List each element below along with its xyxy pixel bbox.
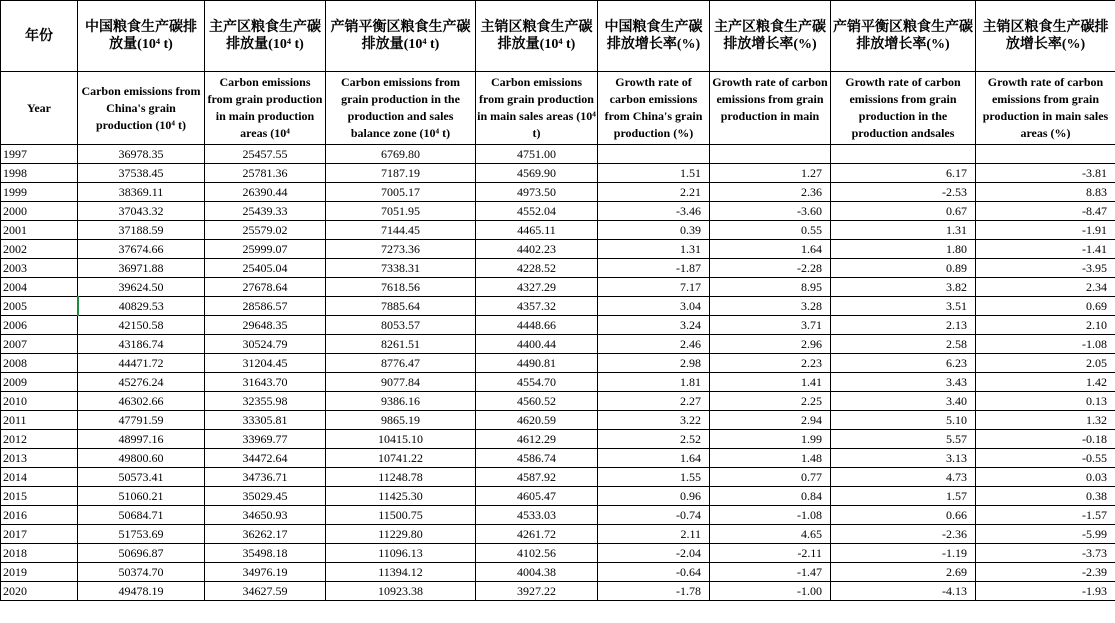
cell-main-sales[interactable]: 4004.38 <box>476 563 598 582</box>
cell-main-production[interactable]: 34472.64 <box>205 449 326 468</box>
cell-balance-zone[interactable]: 8261.51 <box>326 335 476 354</box>
header-en-balance-zone[interactable]: Carbon emissions from grain production in the production and sales balance zone (10⁴ t) <box>326 72 476 145</box>
table-row <box>1 145 1115 164</box>
table-row <box>1 411 1115 430</box>
cell-china-growth[interactable]: -2.04 <box>598 544 710 563</box>
table-row <box>1 164 1115 183</box>
cell-balance-zone[interactable]: 7051.95 <box>326 202 476 221</box>
cell-main-sales-growth[interactable] <box>976 145 1115 164</box>
cell-china-growth[interactable]: 1.64 <box>598 449 710 468</box>
cell-balance-zone-growth[interactable]: -2.36 <box>831 525 976 544</box>
cell-china-growth[interactable]: 3.24 <box>598 316 710 335</box>
cell-china-growth[interactable] <box>598 145 710 164</box>
cell-balance-zone-growth[interactable]: 3.40 <box>831 392 976 411</box>
cell-main-production-growth[interactable]: 2.96 <box>710 335 831 354</box>
cell-china-growth[interactable]: 3.22 <box>598 411 710 430</box>
cell-main-production[interactable]: 33305.81 <box>205 411 326 430</box>
header-cn-year[interactable]: 年份 <box>1 1 78 72</box>
cell-main-sales-growth[interactable]: -3.73 <box>976 544 1115 563</box>
header-cn-china-emissions[interactable]: 中国粮食生产碳排放量(10⁴ t) <box>78 1 205 72</box>
cell-year[interactable]: 2017 <box>1 525 78 544</box>
cell-china-growth[interactable]: 2.11 <box>598 525 710 544</box>
cell-main-production[interactable]: 25781.36 <box>205 164 326 183</box>
cell-main-production-growth[interactable]: 1.99 <box>710 430 831 449</box>
cell-main-sales[interactable]: 4228.52 <box>476 259 598 278</box>
cell-balance-zone[interactable]: 7005.17 <box>326 183 476 202</box>
cell-main-production[interactable]: 27678.64 <box>205 278 326 297</box>
header-cn-balance-zone-growth[interactable]: 产销平衡区粮食生产碳排放增长率(%) <box>831 1 976 72</box>
cell-main-sales[interactable]: 4612.29 <box>476 430 598 449</box>
cell-year[interactable]: 2010 <box>1 392 78 411</box>
cell-balance-zone[interactable]: 7273.36 <box>326 240 476 259</box>
cell-main-production-growth[interactable]: 1.64 <box>710 240 831 259</box>
table-row <box>1 563 1115 582</box>
cell-main-production[interactable]: 35498.18 <box>205 544 326 563</box>
header-en-main-production[interactable]: Carbon emissions from grain production in main production areas (10⁴ <box>205 72 326 145</box>
cell-main-sales-growth[interactable]: -2.39 <box>976 563 1115 582</box>
cell-balance-zone[interactable]: 8776.47 <box>326 354 476 373</box>
cell-balance-zone-growth[interactable]: 3.51 <box>831 297 976 316</box>
cell-main-sales[interactable]: 4402.23 <box>476 240 598 259</box>
cell-balance-zone-growth[interactable]: 6.17 <box>831 164 976 183</box>
table-row <box>1 221 1115 240</box>
cell-main-production[interactable]: 34650.93 <box>205 506 326 525</box>
cell-main-production-growth[interactable]: 8.95 <box>710 278 831 297</box>
table-row <box>1 525 1115 544</box>
cell-main-production-growth[interactable] <box>710 145 831 164</box>
cell-main-sales-growth[interactable]: 0.38 <box>976 487 1115 506</box>
cell-balance-zone-growth[interactable]: -2.53 <box>831 183 976 202</box>
cell-china-growth[interactable]: 7.17 <box>598 278 710 297</box>
cell-year[interactable]: 2013 <box>1 449 78 468</box>
cell-main-sales-growth[interactable]: 0.03 <box>976 468 1115 487</box>
cell-main-sales-growth[interactable]: -1.91 <box>976 221 1115 240</box>
cell-china-emissions[interactable]: 49478.19 <box>78 582 205 601</box>
cell-china-emissions[interactable]: 50696.87 <box>78 544 205 563</box>
cell-china-emissions[interactable]: 38369.11 <box>78 183 205 202</box>
cell-main-sales[interactable]: 4554.70 <box>476 373 598 392</box>
cell-main-production[interactable]: 30524.79 <box>205 335 326 354</box>
cell-main-production-growth[interactable]: 0.84 <box>710 487 831 506</box>
cell-main-sales[interactable]: 4586.74 <box>476 449 598 468</box>
cell-main-sales[interactable]: 4400.44 <box>476 335 598 354</box>
cell-china-growth[interactable]: 1.81 <box>598 373 710 392</box>
cell-balance-zone[interactable]: 11096.13 <box>326 544 476 563</box>
cell-main-sales[interactable]: 4327.29 <box>476 278 598 297</box>
cell-china-growth[interactable]: 0.39 <box>598 221 710 240</box>
cell-china-emissions[interactable]: 37674.66 <box>78 240 205 259</box>
cell-year[interactable]: 2005 <box>1 297 78 316</box>
cell-balance-zone[interactable]: 7144.45 <box>326 221 476 240</box>
cell-main-sales-growth[interactable]: -1.08 <box>976 335 1115 354</box>
table-row <box>1 449 1115 468</box>
cell-main-production[interactable]: 32355.98 <box>205 392 326 411</box>
cell-main-production-growth[interactable]: -1.08 <box>710 506 831 525</box>
cell-china-emissions[interactable]: 42150.58 <box>78 316 205 335</box>
cell-year[interactable]: 1997 <box>1 145 78 164</box>
table-body <box>1 1 1115 601</box>
cell-china-emissions[interactable]: 43186.74 <box>78 335 205 354</box>
table-row <box>1 240 1115 259</box>
table-row <box>1 297 1115 316</box>
cell-balance-zone[interactable]: 9865.19 <box>326 411 476 430</box>
cell-main-production[interactable]: 34976.19 <box>205 563 326 582</box>
table-row <box>1 468 1115 487</box>
cell-balance-zone-growth[interactable]: 1.31 <box>831 221 976 240</box>
cell-main-production-growth[interactable]: -1.47 <box>710 563 831 582</box>
cell-year[interactable]: 2014 <box>1 468 78 487</box>
cell-main-sales[interactable]: 4102.56 <box>476 544 598 563</box>
table-row <box>1 582 1115 601</box>
cell-balance-zone-growth[interactable]: 1.80 <box>831 240 976 259</box>
cell-balance-zone-growth[interactable]: 5.10 <box>831 411 976 430</box>
cell-main-sales[interactable]: 4560.52 <box>476 392 598 411</box>
cell-year[interactable]: 2008 <box>1 354 78 373</box>
cell-china-growth[interactable]: 3.04 <box>598 297 710 316</box>
cell-china-emissions[interactable]: 45276.24 <box>78 373 205 392</box>
cell-china-growth[interactable]: -0.64 <box>598 563 710 582</box>
cell-china-growth[interactable]: 0.96 <box>598 487 710 506</box>
cell-china-growth[interactable]: 1.55 <box>598 468 710 487</box>
cell-year[interactable]: 2001 <box>1 221 78 240</box>
cell-china-growth[interactable]: 1.51 <box>598 164 710 183</box>
cell-main-sales[interactable]: 3927.22 <box>476 582 598 601</box>
cell-balance-zone[interactable]: 11229.80 <box>326 525 476 544</box>
table-row <box>1 316 1115 335</box>
cell-china-emissions[interactable]: 37043.32 <box>78 202 205 221</box>
cell-main-sales[interactable]: 4465.11 <box>476 221 598 240</box>
cell-balance-zone[interactable]: 11394.12 <box>326 563 476 582</box>
cell-year[interactable]: 2004 <box>1 278 78 297</box>
cell-main-production[interactable]: 34627.59 <box>205 582 326 601</box>
cell-main-production-growth[interactable]: -2.11 <box>710 544 831 563</box>
cell-main-sales[interactable]: 4261.72 <box>476 525 598 544</box>
cell-main-sales[interactable]: 4973.50 <box>476 183 598 202</box>
cell-china-emissions[interactable]: 37188.59 <box>78 221 205 240</box>
header-cn-main-sales-growth[interactable]: 主销区粮食生产碳排放增长率(%) <box>976 1 1115 72</box>
table-row <box>1 354 1115 373</box>
header-row-chinese <box>1 1 1115 72</box>
cell-year[interactable]: 2011 <box>1 411 78 430</box>
cell-main-sales[interactable]: 4587.92 <box>476 468 598 487</box>
cell-main-sales[interactable]: 4605.47 <box>476 487 598 506</box>
cell-china-growth[interactable]: 2.98 <box>598 354 710 373</box>
cell-balance-zone[interactable]: 7338.31 <box>326 259 476 278</box>
cell-china-growth[interactable]: 2.46 <box>598 335 710 354</box>
cell-main-sales-growth[interactable]: -0.18 <box>976 430 1115 449</box>
cell-balance-zone[interactable]: 11248.78 <box>326 468 476 487</box>
cell-main-sales-growth[interactable]: -8.47 <box>976 202 1115 221</box>
cell-china-emissions[interactable]: 36971.88 <box>78 259 205 278</box>
cell-main-production[interactable]: 35029.45 <box>205 487 326 506</box>
cell-balance-zone-growth[interactable]: -1.19 <box>831 544 976 563</box>
table-row <box>1 392 1115 411</box>
cell-china-growth[interactable]: 2.52 <box>598 430 710 449</box>
cell-china-growth[interactable]: -0.74 <box>598 506 710 525</box>
cell-main-production-growth[interactable]: 0.77 <box>710 468 831 487</box>
cell-balance-zone[interactable]: 11500.75 <box>326 506 476 525</box>
cell-balance-zone[interactable]: 6769.80 <box>326 145 476 164</box>
cell-main-production-growth[interactable]: 1.48 <box>710 449 831 468</box>
header-row-english <box>1 72 1115 145</box>
cell-main-sales-growth[interactable]: 1.42 <box>976 373 1115 392</box>
cell-balance-zone-growth[interactable]: 3.13 <box>831 449 976 468</box>
cell-main-sales[interactable]: 4448.66 <box>476 316 598 335</box>
cell-balance-zone-growth[interactable]: 2.58 <box>831 335 976 354</box>
cell-main-sales-growth[interactable]: -3.95 <box>976 259 1115 278</box>
header-en-main-sales-growth[interactable]: Growth rate of carbon emissions from grain production in main sales areas (%) <box>976 72 1115 145</box>
cell-main-sales-growth[interactable]: 2.34 <box>976 278 1115 297</box>
cell-main-production[interactable]: 26390.44 <box>205 183 326 202</box>
cell-main-production-growth[interactable]: 3.71 <box>710 316 831 335</box>
cell-balance-zone-growth[interactable]: 2.13 <box>831 316 976 335</box>
cell-balance-zone[interactable]: 9386.16 <box>326 392 476 411</box>
cell-main-sales-growth[interactable]: 8.83 <box>976 183 1115 202</box>
cell-year[interactable]: 2012 <box>1 430 78 449</box>
cell-main-production-growth[interactable]: 2.94 <box>710 411 831 430</box>
cell-balance-zone[interactable]: 9077.84 <box>326 373 476 392</box>
cell-china-emissions[interactable]: 51060.21 <box>78 487 205 506</box>
cell-balance-zone-growth[interactable]: -4.13 <box>831 582 976 601</box>
cell-main-sales-growth[interactable]: 0.69 <box>976 297 1115 316</box>
cell-main-production-growth[interactable]: 0.55 <box>710 221 831 240</box>
table-row <box>1 506 1115 525</box>
cell-balance-zone[interactable]: 10923.38 <box>326 582 476 601</box>
cell-balance-zone-growth[interactable]: 0.66 <box>831 506 976 525</box>
table-row <box>1 183 1115 202</box>
cell-main-sales-growth[interactable]: 2.05 <box>976 354 1115 373</box>
cell-main-production-growth[interactable]: 1.27 <box>710 164 831 183</box>
cell-year[interactable]: 2015 <box>1 487 78 506</box>
cell-china-growth[interactable]: -1.87 <box>598 259 710 278</box>
cell-china-growth[interactable]: 2.27 <box>598 392 710 411</box>
cell-balance-zone[interactable]: 7885.64 <box>326 297 476 316</box>
cell-main-sales-growth[interactable]: -1.57 <box>976 506 1115 525</box>
header-cn-main-production[interactable]: 主产区粮食生产碳排放量(10⁴ t) <box>205 1 326 72</box>
cell-year[interactable]: 2016 <box>1 506 78 525</box>
cell-main-sales[interactable]: 4620.59 <box>476 411 598 430</box>
cell-main-production-growth[interactable]: 2.36 <box>710 183 831 202</box>
cell-year[interactable]: 2019 <box>1 563 78 582</box>
cell-main-sales[interactable]: 4569.90 <box>476 164 598 183</box>
table-row <box>1 373 1115 392</box>
cell-year[interactable]: 2000 <box>1 202 78 221</box>
cell-year[interactable]: 2003 <box>1 259 78 278</box>
cell-china-emissions[interactable]: 50374.70 <box>78 563 205 582</box>
cell-balance-zone[interactable]: 7618.56 <box>326 278 476 297</box>
table-row <box>1 544 1115 563</box>
header-cn-china-growth[interactable]: 中国粮食生产碳排放增长率(%) <box>598 1 710 72</box>
cell-main-sales[interactable]: 4357.32 <box>476 297 598 316</box>
cell-china-emissions[interactable]: 40829.53 <box>78 297 205 316</box>
cell-year[interactable]: 2020 <box>1 582 78 601</box>
cell-balance-zone-growth[interactable]: 3.82 <box>831 278 976 297</box>
cell-main-sales-growth[interactable]: 2.10 <box>976 316 1115 335</box>
header-cn-balance-zone[interactable]: 产销平衡区粮食生产碳排放量(10⁴ t) <box>326 1 476 72</box>
cell-main-sales[interactable]: 4552.04 <box>476 202 598 221</box>
cell-main-sales-growth[interactable]: 1.32 <box>976 411 1115 430</box>
cell-main-sales-growth[interactable]: -1.41 <box>976 240 1115 259</box>
cell-balance-zone-growth[interactable]: 3.43 <box>831 373 976 392</box>
cell-china-emissions[interactable]: 51753.69 <box>78 525 205 544</box>
cell-main-production[interactable]: 25405.04 <box>205 259 326 278</box>
header-en-year[interactable]: Year <box>1 72 78 145</box>
cell-main-production[interactable]: 25579.02 <box>205 221 326 240</box>
table-row <box>1 278 1115 297</box>
cell-main-production-growth[interactable]: 2.23 <box>710 354 831 373</box>
cell-main-production-growth[interactable]: -3.60 <box>710 202 831 221</box>
cell-main-production-growth[interactable]: 4.65 <box>710 525 831 544</box>
cell-china-emissions[interactable]: 50684.71 <box>78 506 205 525</box>
cell-china-emissions[interactable]: 49800.60 <box>78 449 205 468</box>
cell-balance-zone-growth[interactable]: 1.57 <box>831 487 976 506</box>
cell-china-growth[interactable]: -3.46 <box>598 202 710 221</box>
cell-main-sales[interactable]: 4490.81 <box>476 354 598 373</box>
cell-china-emissions[interactable]: 47791.59 <box>78 411 205 430</box>
cell-main-sales-growth[interactable]: -0.55 <box>976 449 1115 468</box>
cell-balance-zone-growth[interactable]: 0.67 <box>831 202 976 221</box>
cell-year[interactable]: 2006 <box>1 316 78 335</box>
cell-balance-zone[interactable]: 10415.10 <box>326 430 476 449</box>
cell-main-production[interactable]: 25457.55 <box>205 145 326 164</box>
cell-year[interactable]: 2018 <box>1 544 78 563</box>
cell-main-production[interactable]: 29648.35 <box>205 316 326 335</box>
cell-china-emissions[interactable]: 50573.41 <box>78 468 205 487</box>
cell-main-production[interactable]: 31643.70 <box>205 373 326 392</box>
cell-main-production[interactable]: 25439.33 <box>205 202 326 221</box>
cell-china-growth[interactable]: 1.31 <box>598 240 710 259</box>
cell-china-emissions[interactable]: 46302.66 <box>78 392 205 411</box>
table-row <box>1 335 1115 354</box>
header-en-main-production-growth[interactable]: Growth rate of carbon emissions from grain production in main <box>710 72 831 145</box>
cell-main-sales-growth[interactable]: -5.99 <box>976 525 1115 544</box>
cell-china-emissions[interactable]: 39624.50 <box>78 278 205 297</box>
header-en-china-growth[interactable]: Growth rate of carbon emissions from China's grain production (%) <box>598 72 710 145</box>
cell-main-production[interactable]: 36262.17 <box>205 525 326 544</box>
cell-balance-zone-growth[interactable] <box>831 145 976 164</box>
header-en-balance-zone-growth[interactable]: Growth rate of carbon emissions from grain production in the production andsales <box>831 72 976 145</box>
cell-balance-zone-growth[interactable]: 0.89 <box>831 259 976 278</box>
cell-balance-zone-growth[interactable]: 5.57 <box>831 430 976 449</box>
cell-main-production[interactable]: 28586.57 <box>205 297 326 316</box>
cell-year[interactable]: 1999 <box>1 183 78 202</box>
cell-china-emissions[interactable]: 37538.45 <box>78 164 205 183</box>
header-en-china-emissions[interactable]: Carbon emissions from China's grain production (10⁴ t) <box>78 72 205 145</box>
cell-main-production-growth[interactable]: 3.28 <box>710 297 831 316</box>
cell-main-sales[interactable]: 4533.03 <box>476 506 598 525</box>
cell-main-production[interactable]: 34736.71 <box>205 468 326 487</box>
cell-balance-zone-growth[interactable]: 4.73 <box>831 468 976 487</box>
cell-main-sales-growth[interactable]: -3.81 <box>976 164 1115 183</box>
cell-china-growth[interactable]: -1.78 <box>598 582 710 601</box>
table-row <box>1 487 1115 506</box>
cell-main-production[interactable]: 25999.07 <box>205 240 326 259</box>
cell-main-production[interactable]: 33969.77 <box>205 430 326 449</box>
cell-balance-zone-growth[interactable]: 6.23 <box>831 354 976 373</box>
cell-year[interactable]: 2002 <box>1 240 78 259</box>
cell-year[interactable]: 2009 <box>1 373 78 392</box>
header-cn-main-sales[interactable]: 主销区粮食生产碳排放量(10⁴ t) <box>476 1 598 72</box>
table-row <box>1 259 1115 278</box>
cell-main-sales-growth[interactable]: -1.93 <box>976 582 1115 601</box>
cell-main-sales-growth[interactable]: 0.13 <box>976 392 1115 411</box>
cell-main-production[interactable]: 31204.45 <box>205 354 326 373</box>
cell-china-growth[interactable]: 2.21 <box>598 183 710 202</box>
cell-main-sales[interactable]: 4751.00 <box>476 145 598 164</box>
cell-balance-zone-growth[interactable]: 2.69 <box>831 563 976 582</box>
cell-china-emissions[interactable]: 48997.16 <box>78 430 205 449</box>
header-cn-main-production-growth[interactable]: 主产区粮食生产碳排放增长率(%) <box>710 1 831 72</box>
cell-balance-zone[interactable]: 8053.57 <box>326 316 476 335</box>
cell-balance-zone[interactable]: 10741.22 <box>326 449 476 468</box>
cell-china-emissions[interactable]: 44471.72 <box>78 354 205 373</box>
cell-china-emissions[interactable]: 36978.35 <box>78 145 205 164</box>
cell-year[interactable]: 2007 <box>1 335 78 354</box>
table-row <box>1 202 1115 221</box>
cell-main-production-growth[interactable]: -1.00 <box>710 582 831 601</box>
cell-main-production-growth[interactable]: 2.25 <box>710 392 831 411</box>
cell-balance-zone[interactable]: 11425.30 <box>326 487 476 506</box>
cell-year[interactable]: 1998 <box>1 164 78 183</box>
table-row <box>1 430 1115 449</box>
cell-main-production-growth[interactable]: 1.41 <box>710 373 831 392</box>
cell-main-production-growth[interactable]: -2.28 <box>710 259 831 278</box>
cell-balance-zone[interactable]: 7187.19 <box>326 164 476 183</box>
header-en-main-sales[interactable]: Carbon emissions from grain production in main sales areas (10⁴ t) <box>476 72 598 145</box>
